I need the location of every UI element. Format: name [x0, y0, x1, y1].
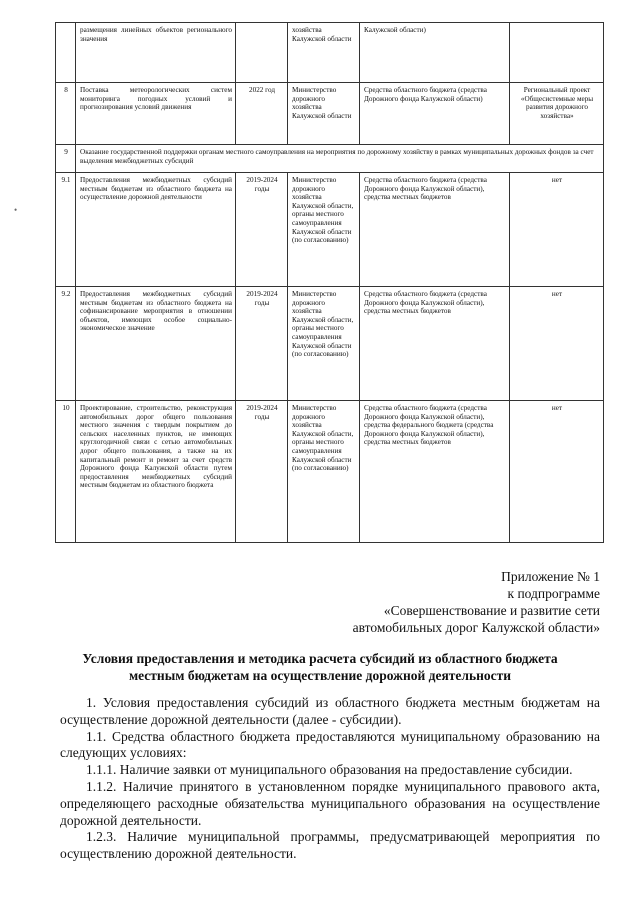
- margin-mark: •: [14, 205, 18, 215]
- row-description: размещения линейных объектов регионального значения: [76, 23, 236, 83]
- row-source: Средства областного бюджета (средства Дорожного фонда Калужской области), средства федерального бюджета (средства Дорожного фонда Калужской области), средства местных бюджетов: [360, 401, 510, 543]
- row-executor: Министерство дорожного хозяйства Калужской области, органы местного самоуправления Калужской области (по согласованию): [288, 401, 360, 543]
- row-term: [236, 23, 288, 83]
- appendix-subprogram-name-2: автомобильных дорог Калужской области»: [352, 620, 600, 635]
- row-term: 2019-2024 годы: [236, 173, 288, 287]
- row-description: Предоставления межбюджетных субсидий местным бюджетам из областного бюджета на осуществление дорожной деятельности: [76, 173, 236, 287]
- row-source: Средства областного бюджета (средства Дорожного фонда Калужской области): [360, 83, 510, 145]
- row-source: Калужской области): [360, 23, 510, 83]
- row-executor: хозяйства Калужской области: [288, 23, 360, 83]
- appendix-subprogram-name-1: «Совершенствование и развитие сети: [383, 603, 600, 618]
- row-term: 2019-2024 годы: [236, 287, 288, 401]
- paragraph: 1.2.3. Наличие муниципальной программы, предусматривающей мероприятия по осуществлению дорожной деятельности.: [60, 829, 600, 862]
- row-result: нет: [510, 287, 604, 401]
- row-term: 2019-2024 годы: [236, 401, 288, 543]
- table-row: [56, 145, 604, 173]
- row-number: [56, 23, 76, 83]
- section-title: [40, 650, 600, 684]
- table-row: [56, 401, 604, 543]
- row-result: Региональный проект «Общесистемные меры развития дорожного хозяйства»: [510, 83, 604, 145]
- row-result: [510, 23, 604, 83]
- measures-table: [55, 22, 604, 543]
- appendix-subprogram-label: к подпрограмме: [507, 586, 600, 601]
- section-title-line-1: Условия предоставления и методика расчета субсидий из областного бюджета: [82, 651, 558, 666]
- row-number: 9.2: [56, 287, 76, 401]
- paragraph: 1.1.1. Наличие заявки от муниципального образования на предоставление субсидии.: [86, 762, 573, 778]
- table-row: [56, 83, 604, 145]
- table-row: [56, 287, 604, 401]
- row-source: Средства областного бюджета (средства Дорожного фонда Калужской области), средства местных бюджетов: [360, 173, 510, 287]
- row-result: нет: [510, 173, 604, 287]
- appendix-number: Приложение № 1: [501, 569, 600, 584]
- appendix-heading: [353, 568, 600, 636]
- table-row: [56, 173, 604, 287]
- row-description: Проектирование, строительство, реконструкция автомобильных дорог общего пользования местного значения с твердым покрытием до сельских населенных пунктов, не имеющих круглогодичной связи с сетью автомобильных дорог общего пользования, а также на их капитальный ремонт и ремонт за счет средств Дорожного фонда Калужской области путем предоставления межбюджетных субсидий местным бюджетам из областного бюджета: [76, 401, 236, 543]
- row-source: Средства областного бюджета (средства Дорожного фонда Калужской области), средства местных бюджетов: [360, 287, 510, 401]
- body-text: [60, 695, 600, 863]
- row-number: 8: [56, 83, 76, 145]
- row-description: Поставка метеорологических систем мониторинга погодных условий и прогнозирования условий движения: [76, 83, 236, 145]
- row-executor: Министерство дорожного хозяйства Калужской области: [288, 83, 360, 145]
- row-number: 9.1: [56, 173, 76, 287]
- table-row: [56, 23, 604, 83]
- row-description: Предоставления межбюджетных субсидий местным бюджетам из областного бюджета на софинансирование мероприятия в отношении объектов, имеющих особое социально-экономическое значение: [76, 287, 236, 401]
- row-section-heading: Оказание государственной поддержки органам местного самоуправления на мероприятия по дорожному хозяйству в рамках муниципальных дорожных фондов за счет выделения межбюджетных субсидий: [76, 145, 604, 173]
- row-executor: Министерство дорожного хозяйства Калужской области, органы местного самоуправления Калужской области (по согласованию): [288, 287, 360, 401]
- paragraph: 1.1. Средства областного бюджета предоставляются муниципальному образованию на следующих условиях:: [60, 728, 600, 761]
- row-number: 9: [56, 145, 76, 173]
- section-title-line-2: местным бюджетам на осуществление дорожной деятельности: [128, 668, 512, 683]
- row-number: 10: [56, 401, 76, 543]
- paragraph: 1. Условия предоставления субсидий из областного бюджета местным бюджетам на осуществление дорожной деятельности (далее - субсидии).: [60, 695, 600, 727]
- row-executor: Министерство дорожного хозяйства Калужской области, органы местного самоуправления Калужской области (по согласованию): [288, 173, 360, 287]
- row-result: нет: [510, 401, 604, 543]
- row-term: 2022 год: [236, 83, 288, 145]
- paragraph: 1.1.2. Наличие принятого в установленном порядке муниципального правового акта, определяющего расходные обязательства муниципального образования на осуществление дорожной деятельности.: [60, 778, 600, 828]
